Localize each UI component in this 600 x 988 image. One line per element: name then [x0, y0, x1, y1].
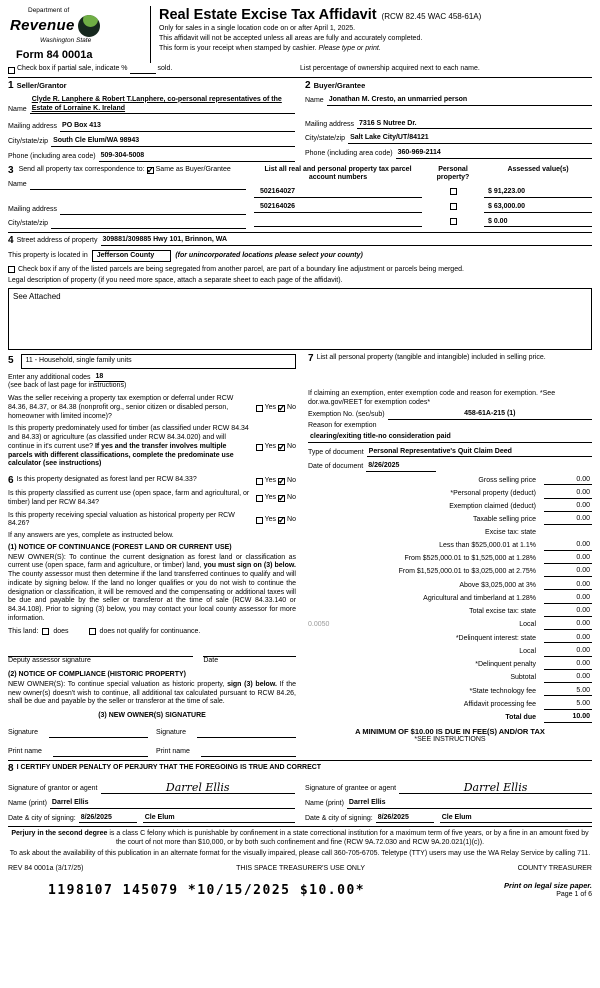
ownership-percentage-note: List percentage of ownership acquired next to each name.	[300, 65, 480, 72]
buyer-phone-input[interactable]: 360-969-2114	[396, 149, 592, 159]
if-yes-note: If any answers are yes, complete as instructed below.	[8, 532, 174, 539]
county-select[interactable]: Jefferson County	[92, 250, 172, 263]
deputy-assessor-signature-label: Deputy assessor signature	[8, 657, 91, 665]
divider	[8, 760, 592, 761]
washington-state-label: Washington State	[40, 37, 92, 45]
section5-number: 5	[8, 355, 14, 367]
gross-selling-price-label: Gross selling price	[478, 476, 536, 484]
rev-form-number: REV 84 0001a (3/17/25)	[8, 864, 84, 872]
type-of-document-label: Type of document	[308, 448, 364, 456]
delinquent-interest-state-value[interactable]: 0.00	[544, 634, 592, 644]
deferral-yes-checkbox[interactable]	[256, 405, 263, 412]
exemption-claimed-value[interactable]: 0.00	[544, 502, 592, 512]
deferral-yes-label: Yes	[264, 403, 277, 411]
taxable-selling-price-value[interactable]: 0.00	[544, 515, 592, 525]
does-not-qualify-checkbox[interactable]	[89, 628, 96, 635]
personal-property-input-area[interactable]	[308, 364, 592, 390]
personal-property-header: Personal property?	[436, 165, 470, 182]
new-owner-signature1-label: Signature	[8, 728, 38, 736]
revenue-wordmark: Revenue	[10, 16, 75, 34]
section1-number: 1	[8, 79, 14, 91]
notice-compliance-title: (2) NOTICE OF COMPLIANCE (HISTORIC PROPERTY)	[8, 671, 186, 678]
divider	[8, 232, 592, 233]
tier4-value[interactable]: 0.00	[544, 581, 592, 591]
notice-continuance-title: (1) NOTICE OF CONTINUANCE (FOREST LAND OR CURRENT USE)	[8, 543, 232, 551]
local-excise-value[interactable]: 0.00	[544, 620, 592, 630]
delinquent-interest-state-label: *Delinquent interest: state	[455, 634, 536, 642]
grantor-signature-block	[8, 777, 295, 824]
treasurer-stamp: 1198107 145079 *10/15/2025 $10.00*	[48, 883, 366, 899]
historic-no-label: No	[287, 515, 296, 523]
buyer-grantee-block	[305, 81, 592, 162]
notice2-pre: NEW OWNER(S): To continue special valuation as historic property,	[8, 680, 228, 688]
seller-mailing-label: Mailing address	[8, 123, 58, 131]
timber-yes-label: Yes	[264, 442, 277, 450]
tax-line	[308, 594, 592, 604]
notice1-post: The county assessor must then determine if the land transferred continues to qualify and will indicate by signing below. If the land no longer qualifies or you do not wish to continue the designation or classification, it will be removed and the compensating or additional taxes will be due and payable by the seller or transferor at the time of sale (RCW 84.33.140 or 84.34.108). Prior to signing (3) below, you may contact your local county assessor for more information.	[8, 571, 296, 622]
assessed-value-input[interactable]: $ 63,000.00	[484, 203, 592, 213]
excise-tax-state-label: Excise tax: state	[485, 528, 536, 536]
divider	[8, 77, 592, 78]
notice2-bold: sign (3) below.	[227, 680, 277, 688]
reason-for-exemption-input[interactable]: clearing/exiting title-no consideration paid	[308, 433, 592, 443]
buyer-name-input[interactable]: Jonathan M. Cresto, an unmarried person	[327, 96, 592, 106]
tier4-label: Above $3,025,000 at 3%	[459, 581, 536, 589]
parcel-number-input[interactable]	[254, 218, 422, 227]
notice-compliance-body	[8, 681, 296, 707]
parcel-row	[254, 218, 592, 228]
tax-line	[308, 660, 592, 670]
revenue-branding	[8, 6, 150, 63]
historic-yes-label: Yes	[264, 515, 277, 523]
grantor-date-input[interactable]: 8/26/2025	[79, 814, 137, 824]
notice1-pre: NEW OWNER(S): To continue the current designation as forest land or classification as current use (open space, farm and agriculture, or timber) land,	[8, 553, 296, 570]
grantee-date-city-label: Date & city of signing:	[305, 814, 373, 822]
personal-property-deduct-label: *Personal property (deduct)	[450, 489, 536, 497]
deferral-no-checkbox[interactable]	[278, 405, 285, 412]
seller-phone-label: Phone (including area code)	[8, 152, 96, 160]
seller-mailing-input[interactable]: PO Box 413	[60, 122, 295, 132]
correspondence-name-input[interactable]	[30, 181, 246, 190]
forest-yes-checkbox[interactable]	[256, 478, 263, 485]
tax-line	[308, 700, 592, 710]
tier1-value[interactable]: 0.00	[544, 541, 592, 551]
seller-city-input[interactable]: South Cle Elum/WA 98943	[51, 137, 295, 147]
historic-yes-checkbox[interactable]	[256, 517, 263, 524]
tax-line	[308, 713, 592, 723]
seller-grantor-block	[8, 81, 295, 162]
minimum-due-note: A MINIMUM OF $10.00 IS DUE IN FEE(S) AND/OR TAX	[355, 726, 545, 736]
deferral-question	[8, 395, 296, 421]
state-technology-fee-label: *State technology fee	[469, 687, 536, 695]
note-must-complete: This affidavit will not be accepted unless all areas are fully and accurately completed.	[159, 34, 423, 42]
total-excise-state-value[interactable]: 0.00	[544, 607, 592, 617]
delinquent-interest-local-label: Local	[519, 647, 536, 655]
delinquent-interest-local-value[interactable]: 0.00	[544, 647, 592, 657]
exemption-no-input[interactable]: 458-61A-215 (1)	[388, 410, 592, 420]
legal-description-input[interactable]: See Attached	[8, 288, 592, 350]
parcel-number-input[interactable]: 502164026	[254, 203, 422, 213]
subtotal-label: Subtotal	[510, 674, 536, 682]
agricultural-timberland-value[interactable]: 0.00	[544, 594, 592, 604]
new-owner-signature2-input[interactable]	[197, 729, 296, 738]
grantee-city-input[interactable]: Cle Elum	[440, 814, 592, 824]
notice2-post: If the new owner(s) doesn't wish to continue, all additional tax calculated pursuant to RCW 84.26, shall be due and payable by the seller or transferor at the time of sale.	[8, 680, 296, 706]
county-treasurer-label: COUNTY TREASURER	[517, 864, 592, 872]
grantee-signature-label: Signature of grantee or agent	[305, 785, 397, 792]
same-as-buyer-checkbox[interactable]	[147, 167, 154, 174]
correspondence-mailing-label: Mailing address	[8, 205, 58, 213]
current-use-yes-label: Yes	[264, 494, 277, 502]
tax-line	[308, 607, 592, 617]
personal-property-checkbox[interactable]	[450, 188, 457, 195]
tax-line	[308, 502, 592, 512]
parties-section	[8, 81, 592, 162]
buyer-mailing-label: Mailing address	[305, 120, 355, 128]
new-owner-signature-row	[8, 729, 296, 738]
notice1-bold: you must sign on (3) below.	[203, 562, 296, 570]
state-technology-fee-value[interactable]: 5.00	[544, 687, 592, 697]
segregated-label: Check box if any of the listed parcels are being segregated from another parcel, are part of a boundary line adjustment or parcels being merged.	[18, 266, 464, 274]
tax-line	[308, 634, 592, 644]
total-excise-state-label: Total excise tax: state	[469, 608, 536, 615]
certify-statement: I CERTIFY UNDER PENALTY OF PERJURY THAT THE FOREGOING IS TRUE AND CORRECT	[16, 764, 322, 772]
tier3-value[interactable]: 0.00	[544, 567, 592, 577]
timber-question	[8, 425, 296, 469]
timber-question-bold: If yes and the transfer involves multiple parcels with different classifications, complete the predominate use calculator (see instructions)	[8, 442, 234, 468]
grantee-printname-label: Name (print)	[305, 799, 344, 807]
deferral-question-text: Was the seller receiving a property tax exemption or deferral under RCW 84.36, 84.37, or 84.38 (nonprofit org., senior citizen or disabled person, homeowner with limited income)?	[8, 395, 234, 420]
historic-question	[8, 512, 296, 530]
grantor-signature-label: Signature of grantor or agent	[8, 785, 98, 792]
located-in-label: This property is located in	[8, 251, 88, 259]
affidavit-processing-fee-label: Affidavit processing fee	[463, 700, 536, 708]
legal-paper-note: Print on legal size paper.	[504, 881, 592, 891]
street-address-input[interactable]: 309881/309885 Hwy 101, Brinnon, WA	[101, 236, 593, 246]
parcel-row	[254, 188, 592, 198]
forest-no-checkbox[interactable]	[278, 478, 285, 485]
tax-line	[308, 567, 592, 577]
new-owner-printname2-label: Print name	[156, 747, 190, 755]
affidavit-processing-fee-value[interactable]: 5.00	[544, 700, 592, 710]
tier1-label: Less than $525,000.01 at 1.1%	[439, 541, 536, 549]
exemption-note: If claiming an exemption, enter exemption code and reason for exemption. *See dor.wa.gov/REET for exemption codes*	[308, 389, 556, 406]
partial-sale-percent-input[interactable]	[130, 66, 156, 74]
date-of-document-label: Date of document	[308, 463, 364, 471]
notice-continuance-body	[8, 554, 296, 624]
street-address-label: Street address of property	[16, 236, 98, 244]
reason-for-exemption-label: Reason for exemption	[308, 422, 377, 429]
land-qualify-row	[8, 628, 296, 637]
tax-line	[308, 554, 592, 564]
forest-question-text: Is this property designated as forest land per RCW 84.33?	[16, 476, 197, 483]
perjury-rest: is a class C felony which is punishable by confinement in a state correctional institution for a maximum term of five years, or by a fine in an amount fixed by the court of not more than $10,000, or by both such confinement and fine (RCW 9A.72.030 and RCW 9A.20.021(1)(c)).	[107, 830, 589, 846]
forest-yes-label: Yes	[264, 476, 277, 484]
timber-question-text: Is this property predominately used for timber (as classified under RCW 84.34 and 84.33) or agriculture (as classified under RCW 84.34.020) and will continue in it's current use?	[8, 425, 249, 450]
grantor-signature-input[interactable]: Darrel Ellis	[101, 782, 295, 794]
grantee-printname-input[interactable]: Darrel Ellis	[347, 799, 592, 809]
section6-number: 6	[8, 475, 14, 486]
accessibility-statement: To ask about the availability of this publication in an alternate format for the visually impaired, please call 360-705-6705. Teletype (TTY) users may use the WA Relay Service by calling 711.	[9, 849, 591, 857]
section8-number: 8	[8, 762, 14, 774]
total-due-value[interactable]: 10.00	[544, 713, 592, 723]
tax-line	[308, 476, 592, 486]
historic-question-text: Is this property receiving special valuation as historical property per RCW 84.26?	[8, 511, 235, 528]
type-of-document-input[interactable]: Personal Representative's Quit Claim Deed	[367, 448, 592, 458]
use-and-classification-column	[8, 354, 296, 757]
new-owners-signature-title: (3) NEW OWNER(S) SIGNATURE	[98, 712, 206, 719]
total-due-label: Total due	[505, 714, 536, 721]
exemption-no-label: Exemption No. (sec/sub)	[308, 411, 385, 419]
timber-no-checkbox[interactable]	[278, 444, 285, 451]
current-use-no-label: No	[287, 494, 296, 502]
subtotal-value[interactable]: 0.00	[544, 673, 592, 683]
exemption-claimed-label: Exemption claimed (deduct)	[449, 503, 536, 510]
timber-no-label: No	[287, 442, 296, 450]
parcel-number-input[interactable]: 502164027	[254, 188, 422, 198]
correspondence-name-label: Name	[8, 180, 27, 188]
current-use-no-checkbox[interactable]	[278, 495, 285, 502]
seller-grantor-heading: Seller/Grantor	[16, 81, 67, 91]
section2-number: 2	[305, 79, 311, 91]
timber-yes-checkbox[interactable]	[256, 444, 263, 451]
additional-codes-note: (see back of last page for instructions)	[8, 382, 127, 390]
correspondence-parcels-section	[8, 166, 592, 229]
tax-line	[308, 647, 592, 657]
land-use-code-select[interactable]: 11 - Household, single family units	[21, 354, 296, 369]
new-owner-signature2-label: Signature	[156, 728, 186, 736]
agricultural-timberland-label: Agricultural and timberland at 1.28%	[423, 594, 536, 602]
tier3-label: From $1,525,000.01 to $3,025,000 at 2.75%	[398, 568, 536, 576]
form-number: Form 84 0001a	[16, 49, 93, 62]
seller-name-label: Name	[8, 105, 27, 113]
section4-number: 4	[8, 234, 14, 246]
note-receipt	[159, 45, 592, 54]
new-owner-printname1-label: Print name	[8, 747, 42, 755]
county-note: (for unincorporated locations please select your county)	[175, 251, 363, 259]
buyer-city-label: City/state/zip	[305, 135, 346, 143]
correspondence-city-label: City/state/zip	[8, 219, 49, 227]
parcel-table	[254, 166, 592, 229]
historic-no-checkbox[interactable]	[278, 517, 285, 524]
section3-number: 3	[8, 164, 14, 176]
seller-name-input[interactable]: Clyde R. Lanphere & Robert T.Lanphere, co-personal representatives of the Estate of Lorraine K. Ireland	[30, 96, 295, 115]
current-use-question-text: Is this property classified as current use (open space, farm and agricultural, or timber) land per RCW 84.34?	[8, 490, 250, 506]
new-owner-printname-row	[8, 748, 296, 757]
tax-line	[308, 673, 592, 683]
certification-section	[8, 764, 592, 824]
rcw-reference: (RCW 82.45 WAC 458-61A)	[381, 12, 482, 21]
buyer-mailing-input[interactable]: 7316 S Nutree Dr.	[357, 120, 592, 130]
forest-question	[8, 476, 296, 486]
taxable-selling-price-label: Taxable selling price	[472, 516, 536, 524]
local-excise-label: Local	[519, 621, 536, 629]
treasurer-space-label: THIS SPACE TREASURER'S USE ONLY	[236, 864, 365, 872]
department-of-label: Department of	[28, 7, 70, 14]
deputy-assessor-date-input[interactable]	[203, 648, 296, 657]
personal-property-checkbox[interactable]	[450, 203, 457, 210]
correspondence-city-input[interactable]	[51, 220, 246, 229]
new-owner-printname2-input[interactable]	[201, 748, 296, 757]
tax-line	[308, 515, 592, 525]
date-of-document-input[interactable]: 8/26/2025	[366, 462, 436, 472]
buyer-city-input[interactable]: Salt Lake City/UT/84121	[348, 134, 592, 144]
forest-no-label: No	[287, 476, 296, 484]
does-label: does	[53, 627, 69, 635]
partial-sale-label: Check box if partial sale, indicate %	[17, 65, 128, 72]
delinquent-penalty-value[interactable]: 0.00	[544, 660, 592, 670]
note-receipt-text: This form is your receipt when stamped by cashier.	[159, 44, 319, 52]
form-title: Real Estate Excise Tax Affidavit	[159, 7, 377, 23]
additional-codes-label: Enter any additional codes	[8, 373, 91, 381]
personal-property-checkbox[interactable]	[450, 218, 457, 225]
tier2-label: From $525,000.01 to $1,525,000 at 1.28%	[404, 555, 536, 562]
tax-line	[308, 541, 592, 551]
personal-property-deduct-value[interactable]: 0.00	[544, 489, 592, 499]
buyer-grantee-heading: Buyer/Grantee	[313, 81, 366, 91]
grantor-printname-input[interactable]: Darrel Ellis	[50, 799, 295, 809]
deputy-assessor-signature-input[interactable]	[8, 648, 193, 657]
partial-sale-checkbox[interactable]	[8, 67, 15, 74]
note-type-print: Please type or print.	[318, 44, 381, 52]
title-block	[150, 6, 592, 63]
same-as-buyer-label: Same as Buyer/Grantee	[155, 166, 231, 174]
tax-line	[308, 620, 592, 630]
tax-line	[308, 529, 536, 538]
send-correspondence-label: Send all property tax correspondence to:	[18, 166, 145, 174]
does-qualify-checkbox[interactable]	[42, 628, 49, 635]
grantee-date-input[interactable]: 8/26/2025	[376, 814, 434, 824]
segregated-checkbox[interactable]	[8, 266, 15, 273]
page-number: Page 1 of 6	[556, 890, 592, 898]
section7-number: 7	[308, 352, 314, 364]
new-owner-printname1-input[interactable]	[53, 748, 148, 757]
assessed-value-input[interactable]: $ 0.00	[484, 218, 592, 228]
deferral-no-label: No	[287, 403, 296, 411]
parcel-numbers-header: List all real and personal property tax parcel account numbers	[264, 165, 412, 182]
tax-line	[308, 489, 592, 499]
tax-computation-column	[308, 354, 592, 757]
delinquent-penalty-label: *Delinquent penalty	[475, 661, 536, 668]
gross-selling-price-value[interactable]: 0.00	[544, 476, 592, 486]
assessed-value-input[interactable]: $ 91,223.00	[484, 188, 592, 198]
perjury-statement	[8, 830, 592, 848]
grantee-signature-block	[305, 777, 592, 824]
note-single-location: Only for sales in a single location code on or after April 1, 2025.	[159, 25, 356, 33]
buyer-name-label: Name	[305, 96, 324, 104]
partial-sale-row	[8, 65, 592, 74]
deputy-assessor-date-label: Date	[203, 657, 219, 665]
buyer-phone-label: Phone (including area code)	[305, 150, 393, 157]
tax-correspondence-block	[8, 166, 246, 229]
legal-description-label: Legal description of property (if you need more space, attach a separate sheet to each page of the affidavit).	[8, 277, 343, 284]
new-owner-signature1-input[interactable]	[49, 729, 148, 738]
grantor-city-input[interactable]: Cle Elum	[143, 814, 295, 824]
seller-phone-input[interactable]: 509-304-5008	[99, 152, 295, 162]
does-not-label: does not qualify for continuance.	[99, 627, 201, 635]
this-land-label: This land:	[8, 627, 39, 635]
perjury-bold: Perjury in the second degree	[11, 830, 108, 838]
see-instructions-note: *SEE INSTRUCTIONS	[414, 736, 486, 744]
grantor-date-city-label: Date & city of signing:	[8, 814, 76, 822]
divider	[8, 826, 592, 827]
local-rate-value: 0.0050	[308, 621, 330, 629]
assessed-values-header: Assessed value(s)	[507, 165, 569, 173]
grantee-signature-input[interactable]: Darrel Ellis	[399, 782, 592, 794]
personal-property-note: List all personal property (tangible and intangible) included in selling price.	[316, 353, 546, 361]
tier2-value[interactable]: 0.00	[544, 554, 592, 564]
tax-line	[308, 687, 592, 697]
correspondence-mailing-input[interactable]	[60, 206, 246, 215]
tax-line	[308, 581, 592, 591]
seller-city-label: City/state/zip	[8, 138, 49, 145]
revenue-logo-icon	[78, 15, 100, 37]
partial-sale-sold-label: sold.	[157, 65, 173, 72]
current-use-question	[8, 490, 296, 508]
form-header	[8, 6, 592, 63]
parcel-row	[254, 203, 592, 213]
property-location-section	[8, 236, 592, 350]
additional-codes-input[interactable]: 18	[94, 373, 124, 383]
current-use-yes-checkbox[interactable]	[256, 495, 263, 502]
grantor-printname-label: Name (print)	[8, 799, 47, 807]
